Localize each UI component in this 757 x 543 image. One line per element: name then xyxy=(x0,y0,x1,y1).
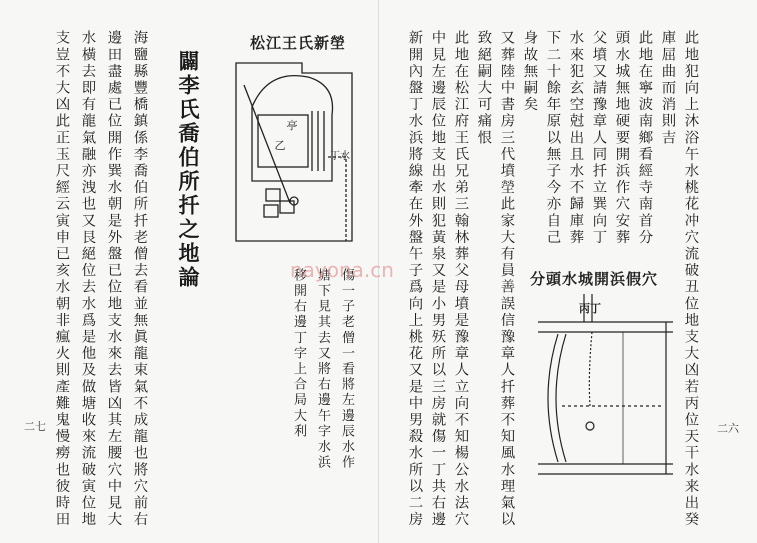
left-note-col-3: 移開右邊丁字上合局大利 xyxy=(291,268,306,440)
right-col-5: 父墳又請豫章人同扦立巽向丁 xyxy=(590,30,607,246)
right-col-9: 又葬陸中書房三代墳塋此家大有員善誤信豫章人扦葬不知風水理氣以 xyxy=(498,30,515,528)
left-diagram-label-dingshui: 丁水 xyxy=(330,151,350,162)
right-col-8: 身故無嗣矣 xyxy=(521,30,538,113)
left-col-1: 海鹽縣豐橋鎮係李喬伯所扦老僧去看並無眞龍束氣不成龍也將穴前右 xyxy=(131,30,148,528)
chapter-title: 闢李氏喬伯所扦之地論 xyxy=(176,50,201,290)
watermark: nayona.cn xyxy=(290,258,394,282)
right-diagram xyxy=(528,286,678,496)
right-col-1: 此地犯向上沐浴午水桃花冲穴流破丑位地支大凶若丙位天干水来出癸 xyxy=(682,30,699,528)
right-diagram-label: 丙丁 xyxy=(579,302,601,315)
left-col-3: 水橫去即有龍氣融亦洩也又艮絕位去水爲是他及做塘收來流破寅位地 xyxy=(79,30,96,528)
right-col-7: 下二十餘年原以無子今亦自己 xyxy=(544,30,561,246)
right-col-12: 中見左邊辰位地支出水則犯黃泉又是小男殀所以三房就傷一丁共右邊 xyxy=(429,30,446,528)
right-col-6: 水來犯玄空尅出且水不歸庫葬 xyxy=(567,30,584,246)
left-col-2: 邊田盡處已位開作巽水朝是外盤已位地支水來去皆凶其左腰穴中見大 xyxy=(105,30,122,528)
right-col-10: 致絕嗣大可痛恨 xyxy=(475,30,492,147)
right-col-4: 頭水城無地硬要開浜作穴安葬 xyxy=(613,30,630,246)
left-col-4: 支豈不大凶此正玉尺經云寅申已亥水朝非瘋火則產難鬼慢癆也彼時田 xyxy=(53,30,70,528)
left-diagram xyxy=(228,55,366,245)
left-diagram-label-yi: 乙 xyxy=(274,139,286,152)
right-diagram-title: 分頭水城開浜假穴 xyxy=(530,270,659,288)
right-col-11: 此地在松江府王氏兄弟三翰林葬父母墳是豫章人立向不知楊公水法穴 xyxy=(452,30,469,528)
left-diagram-label-ting: 亭 xyxy=(286,119,298,132)
left-note-col-2: 塘下見其去又將右邊午字水浜 xyxy=(315,268,330,471)
left-diagram-title: 松江王氏新塋 xyxy=(250,34,347,52)
right-col-3: 此地在寧波南鄉看經寺南首分 xyxy=(636,30,653,246)
right-col-2: 庫屈曲而消則吉 xyxy=(659,30,676,147)
right-page-number: 二六 xyxy=(717,422,739,435)
left-note-col-1: 傷一子老僧一看將左邊辰水作 xyxy=(339,268,354,471)
left-page-number: 二七 xyxy=(24,420,46,433)
right-col-13: 新開內盤丁水浜將線牽在外盤午子爲向上桃花又是中男殺水所以二房 xyxy=(406,30,423,528)
